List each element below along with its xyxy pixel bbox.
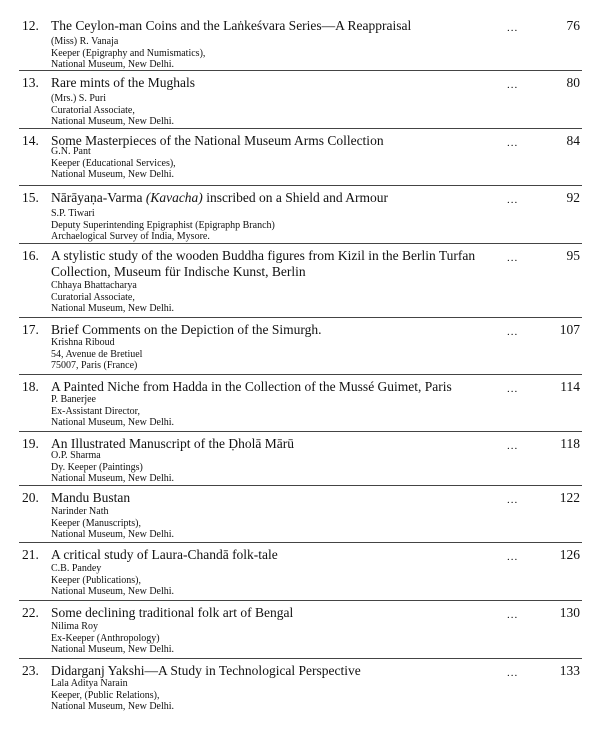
entry-number: 19. [22,436,39,451]
divider [19,185,582,186]
author-institution: National Museum, New Delhi. [51,529,175,540]
author-position: Ex-Keeper (Anthropology) [51,632,160,644]
page-number: 130 [559,605,580,620]
author-position: Ex-Assistant Director, [51,405,141,417]
entry-title: Some declining traditional folk art of Bengal [51,605,294,620]
author-name: Chhaya Bhattacharya [51,280,137,291]
author-position: Deputy Superintending Epigraphist (Epigraphp Branch) [51,219,275,231]
entry-number: 21. [22,547,39,562]
page-number: 133 [559,663,580,678]
author-position: Keeper (Epigraphy and Numismatics), [51,47,206,59]
leader-dots: ... [507,252,519,264]
entry-title: Some Masterpieces of the National Museum Arms Collection [51,133,384,148]
divider [19,485,582,486]
author-name: P. Banerjee [51,394,96,405]
leader-dots: ... [507,383,519,395]
author-block [51,93,471,128]
entry-number: 20. [22,490,39,505]
entry-number: 12. [22,18,39,33]
author-block [51,208,471,243]
page-number: 122 [559,490,580,505]
author-institution: National Museum, New Delhi. [51,701,175,712]
author-name: Nilima Roy [51,621,98,632]
author-position: 54, Avenue de Bretiuel [51,348,143,360]
author-block [51,621,471,656]
entry-title: Brief Comments on the Depiction of the Simurgh. [51,322,322,337]
leader-dots: ... [507,22,519,34]
author-position: Curatorial Associate, [51,291,135,303]
author-institution: National Museum, New Delhi. [51,644,175,655]
author-position: Curatorial Associate, [51,104,135,116]
leader-dots: ... [507,326,519,338]
divider [19,70,582,71]
page-number: 80 [566,75,580,90]
page-number: 95 [566,248,580,263]
author-block [51,280,471,315]
author-name: Lala Aditya Narain [51,678,128,689]
author-block [51,394,471,429]
toc-entry [0,128,600,184]
author-block [51,678,471,713]
author-name: S.P. Tiwari [51,208,95,219]
toc-entry [0,374,600,430]
entry-title: A critical study of Laura-Chandā folk-tale [51,547,278,562]
title-part: inscribed on a Shield and Armour [202,190,389,205]
author-name: (Mrs.) S. Puri [51,93,107,104]
toc-entry [0,70,600,126]
entry-number: 17. [22,322,39,337]
page-number: 126 [559,547,580,562]
leader-dots: ... [507,440,519,452]
entry-title: A Painted Niche from Hadda in the Collection of the Mussé Guimet, Paris [51,379,452,394]
divider [19,658,582,659]
author-institution: National Museum, New Delhi. [51,417,175,428]
title-italic-part: (Kavacha) [145,190,203,205]
entry-title: A stylistic study of the wooden Buddha figures from Kizil in the Berlin Turfan Collection, Museum für Indische Kunst, Berlin [51,248,476,279]
author-block [51,146,471,181]
divider [19,128,582,129]
toc-entry [0,243,600,317]
page-number: 76 [566,18,580,33]
author-block [51,36,471,71]
divider [19,600,582,601]
toc-entry [0,185,600,241]
author-name: Krishna Riboud [51,337,115,348]
divider [19,431,582,432]
author-name: G.N. Pant [51,146,91,157]
author-institution: National Museum, New Delhi. [51,116,175,127]
divider [19,243,582,244]
toc-entry [0,542,600,598]
author-institution: Archaelogical Survey of India, Mysore. [51,231,210,242]
toc-entry [0,485,600,541]
author-institution: National Museum, New Delhi. [51,303,175,314]
page-number: 84 [566,133,580,148]
author-block [51,563,471,598]
entry-number: 13. [22,75,39,90]
leader-dots: ... [507,137,519,149]
author-position: Keeper, (Public Relations), [51,689,160,701]
title-part: Nārāyaṇa-Varma [51,190,146,205]
author-name: Narinder Nath [51,506,109,517]
entry-number: 23. [22,663,39,678]
page-number: 118 [560,436,580,451]
leader-dots: ... [507,609,519,621]
toc-entry [0,13,600,69]
author-institution: National Museum, New Delhi. [51,586,175,597]
leader-dots: ... [507,494,519,506]
divider [19,542,582,543]
author-name: O.P. Sharma [51,450,101,461]
divider [19,374,582,375]
entry-number: 22. [22,605,39,620]
toc-entry [0,600,600,656]
entry-title: Didarganj Yakshi—A Study in Technological Perspective [51,663,361,678]
author-position: Keeper (Publications), [51,574,141,586]
entry-number: 15. [22,190,39,205]
author-name: (Miss) R. Vanaja [51,36,119,47]
divider [19,317,582,318]
author-institution: National Museum, New Delhi. [51,169,175,180]
leader-dots: ... [507,667,519,679]
toc-entry [0,431,600,487]
page-number: 92 [566,190,580,205]
author-position: Keeper (Manuscripts), [51,517,141,529]
author-block [51,337,471,372]
author-institution: 75007, Paris (France) [51,360,138,371]
entry-title [51,190,486,206]
entry-title: An Illustrated Manuscript of the Ḍholā Mārū [51,436,294,451]
author-block [51,506,471,541]
entry-number: 18. [22,379,39,394]
author-position: Keeper (Educational Services), [51,157,176,169]
leader-dots: ... [507,551,519,563]
leader-dots: ... [507,194,519,206]
entry-title: Mandu Bustan [51,490,131,505]
entry-title: Rare mints of the Mughals [51,75,195,90]
author-block [51,450,471,485]
page-number: 107 [559,322,580,337]
entry-number: 14. [22,133,39,148]
entry-number: 16. [22,248,39,263]
author-name: C.B. Pandey [51,563,102,574]
toc-entry [0,658,600,722]
author-institution: National Museum, New Delhi. [51,473,175,484]
toc-entry [0,317,600,373]
page-number: 114 [560,379,580,394]
entry-title: The Ceylon-man Coins and the Laṅkeśvara Series—A Reappraisal [51,18,412,33]
leader-dots: ... [507,79,519,91]
author-position: Dy. Keeper (Paintings) [51,461,143,473]
author-institution: National Museum, New Delhi. [51,59,175,70]
